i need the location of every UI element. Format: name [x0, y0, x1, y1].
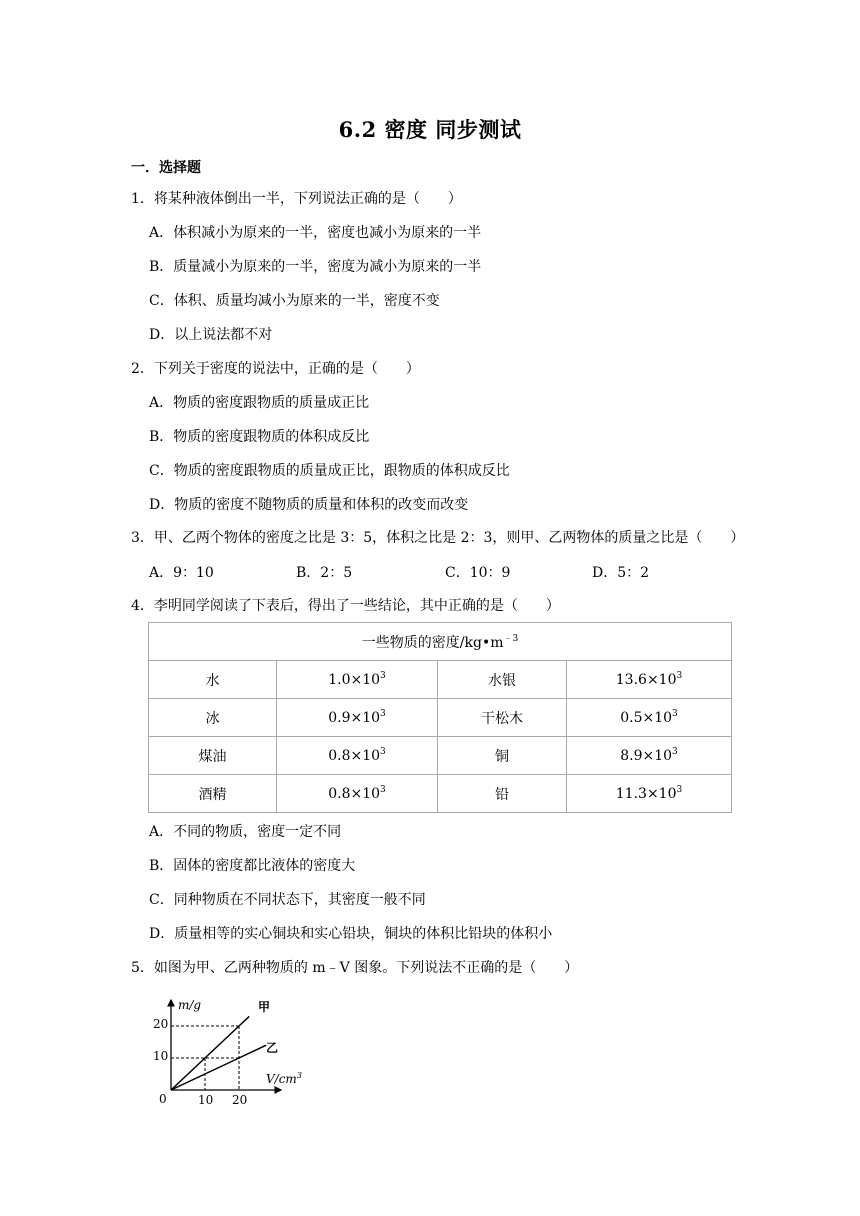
origin-label: 0	[159, 1092, 167, 1106]
table-header-cell	[149, 623, 732, 661]
table-cell: 干松木	[438, 699, 567, 737]
density-exponent: 3	[380, 784, 386, 795]
question-1-option-a: A．体积减小为原来的一半，密度也减小为原来的一半	[149, 225, 482, 241]
table-header-unit-exponent: ﹣3	[503, 633, 519, 644]
table-row	[149, 775, 732, 813]
density-exponent: 3	[672, 708, 678, 719]
density-value: 11.3×10	[615, 785, 677, 802]
table-cell	[277, 775, 438, 813]
question-4-option-a: A．不同的物质，密度一定不同	[149, 824, 342, 840]
table-cell	[567, 737, 732, 775]
density-exponent: 3	[676, 670, 683, 681]
x-tick-label: 10	[198, 1093, 214, 1106]
density-table	[148, 622, 732, 813]
table-cell	[567, 661, 732, 699]
question-4-stem: 4．李明同学阅读了下表后，得出了一些结论，其中正确的是（ ）	[131, 598, 560, 614]
table-cell: 铅	[438, 775, 567, 813]
table-row	[149, 661, 732, 699]
table-cell: 冰	[149, 699, 277, 737]
m-v-graph	[150, 994, 320, 1106]
question-5-stem: 5．如图为甲、乙两种物质的 m﹣V 图象。下列说法不正确的是（ ）	[131, 960, 579, 976]
y-tick-label: 10	[153, 1049, 169, 1063]
density-value: 0.8×10	[328, 785, 381, 802]
section-heading: 一．选择题	[131, 160, 201, 176]
table-cell	[277, 661, 438, 699]
table-row	[149, 699, 732, 737]
line-label-jia: 甲	[258, 1000, 271, 1014]
table-row	[149, 737, 732, 775]
density-exponent: 3	[380, 746, 386, 757]
table-header-row	[149, 623, 732, 661]
density-value: 0.8×10	[328, 747, 381, 764]
data-series	[171, 1016, 266, 1090]
x-axis-label-text: V/cm	[266, 1072, 297, 1086]
table-cell	[277, 737, 438, 775]
table-cell: 煤油	[149, 737, 277, 775]
density-exponent: 3	[676, 784, 683, 795]
table-cell	[567, 699, 732, 737]
question-2-option-d: D．物质的密度不随物质的质量和体积的改变而改变	[149, 497, 469, 513]
table-cell: 水银	[438, 661, 567, 699]
table-cell: 水	[149, 661, 277, 699]
table-cell: 酒精	[149, 775, 277, 813]
question-1-option-c: C．体积、质量均减小为原来的一半，密度不变	[149, 293, 440, 309]
density-value: 13.6×10	[615, 671, 677, 688]
x-axis-label-exponent: 3	[296, 1071, 302, 1080]
question-2-option-c: C．物质的密度跟物质的质量成正比，跟物质的体积成反比	[149, 463, 510, 479]
table-cell	[567, 775, 732, 813]
question-3-option-c: C．10：9	[445, 565, 511, 581]
question-2-option-a: A．物质的密度跟物质的质量成正比	[149, 395, 370, 411]
density-exponent: 3	[672, 746, 678, 757]
density-value: 1.0×10	[328, 671, 381, 688]
question-1-option-d: D．以上说法都不对	[149, 327, 273, 343]
line-label-yi: 乙	[266, 1041, 279, 1055]
question-1-stem: 1．将某种液体倒出一半，下列说法正确的是（ ）	[131, 191, 462, 207]
table-cell: 铜	[438, 737, 567, 775]
question-3-option-d: D．5：2	[592, 565, 650, 581]
question-3-option-a: A．9：10	[149, 565, 214, 581]
page-title: 6.2 密度 同步测试	[338, 117, 522, 142]
question-1-option-b: B．质量减小为原来的一半，密度为减小为原来的一半	[149, 259, 482, 275]
density-value: 8.9×10	[620, 747, 673, 764]
density-value: 0.5×10	[620, 709, 673, 726]
series-line-yi	[171, 1045, 266, 1090]
y-tick-label: 20	[153, 1017, 169, 1031]
y-axis-label: m/g	[178, 998, 202, 1012]
density-value: 0.9×10	[328, 709, 381, 726]
question-4-option-d: D．质量相等的实心铜块和实心铅块，铜块的体积比铅块的体积小	[149, 926, 553, 942]
table-cell	[277, 699, 438, 737]
x-tick-label: 20	[232, 1093, 248, 1106]
question-3-stem: 3．甲、乙两个物体的密度之比是 3：5，体积之比是 2：3，则甲、乙两物体的质量之比是（ ）	[131, 530, 745, 546]
question-3-option-b: B．2：5	[296, 565, 353, 581]
table-header-text: 一些物质的密度/kg•m	[361, 634, 504, 651]
density-exponent: 3	[380, 670, 386, 681]
density-exponent: 3	[380, 708, 386, 719]
question-4-option-b: B．固体的密度都比液体的密度大	[149, 858, 356, 874]
question-4-option-c: C．同种物质在不同状态下，其密度一般不同	[149, 892, 426, 908]
x-axis-label	[266, 1071, 302, 1086]
series-line-jia	[171, 1016, 249, 1090]
question-2-option-b: B．物质的密度跟物质的体积成反比	[149, 429, 370, 445]
question-2-stem: 2．下列关于密度的说法中，正确的是（ ）	[131, 361, 420, 377]
